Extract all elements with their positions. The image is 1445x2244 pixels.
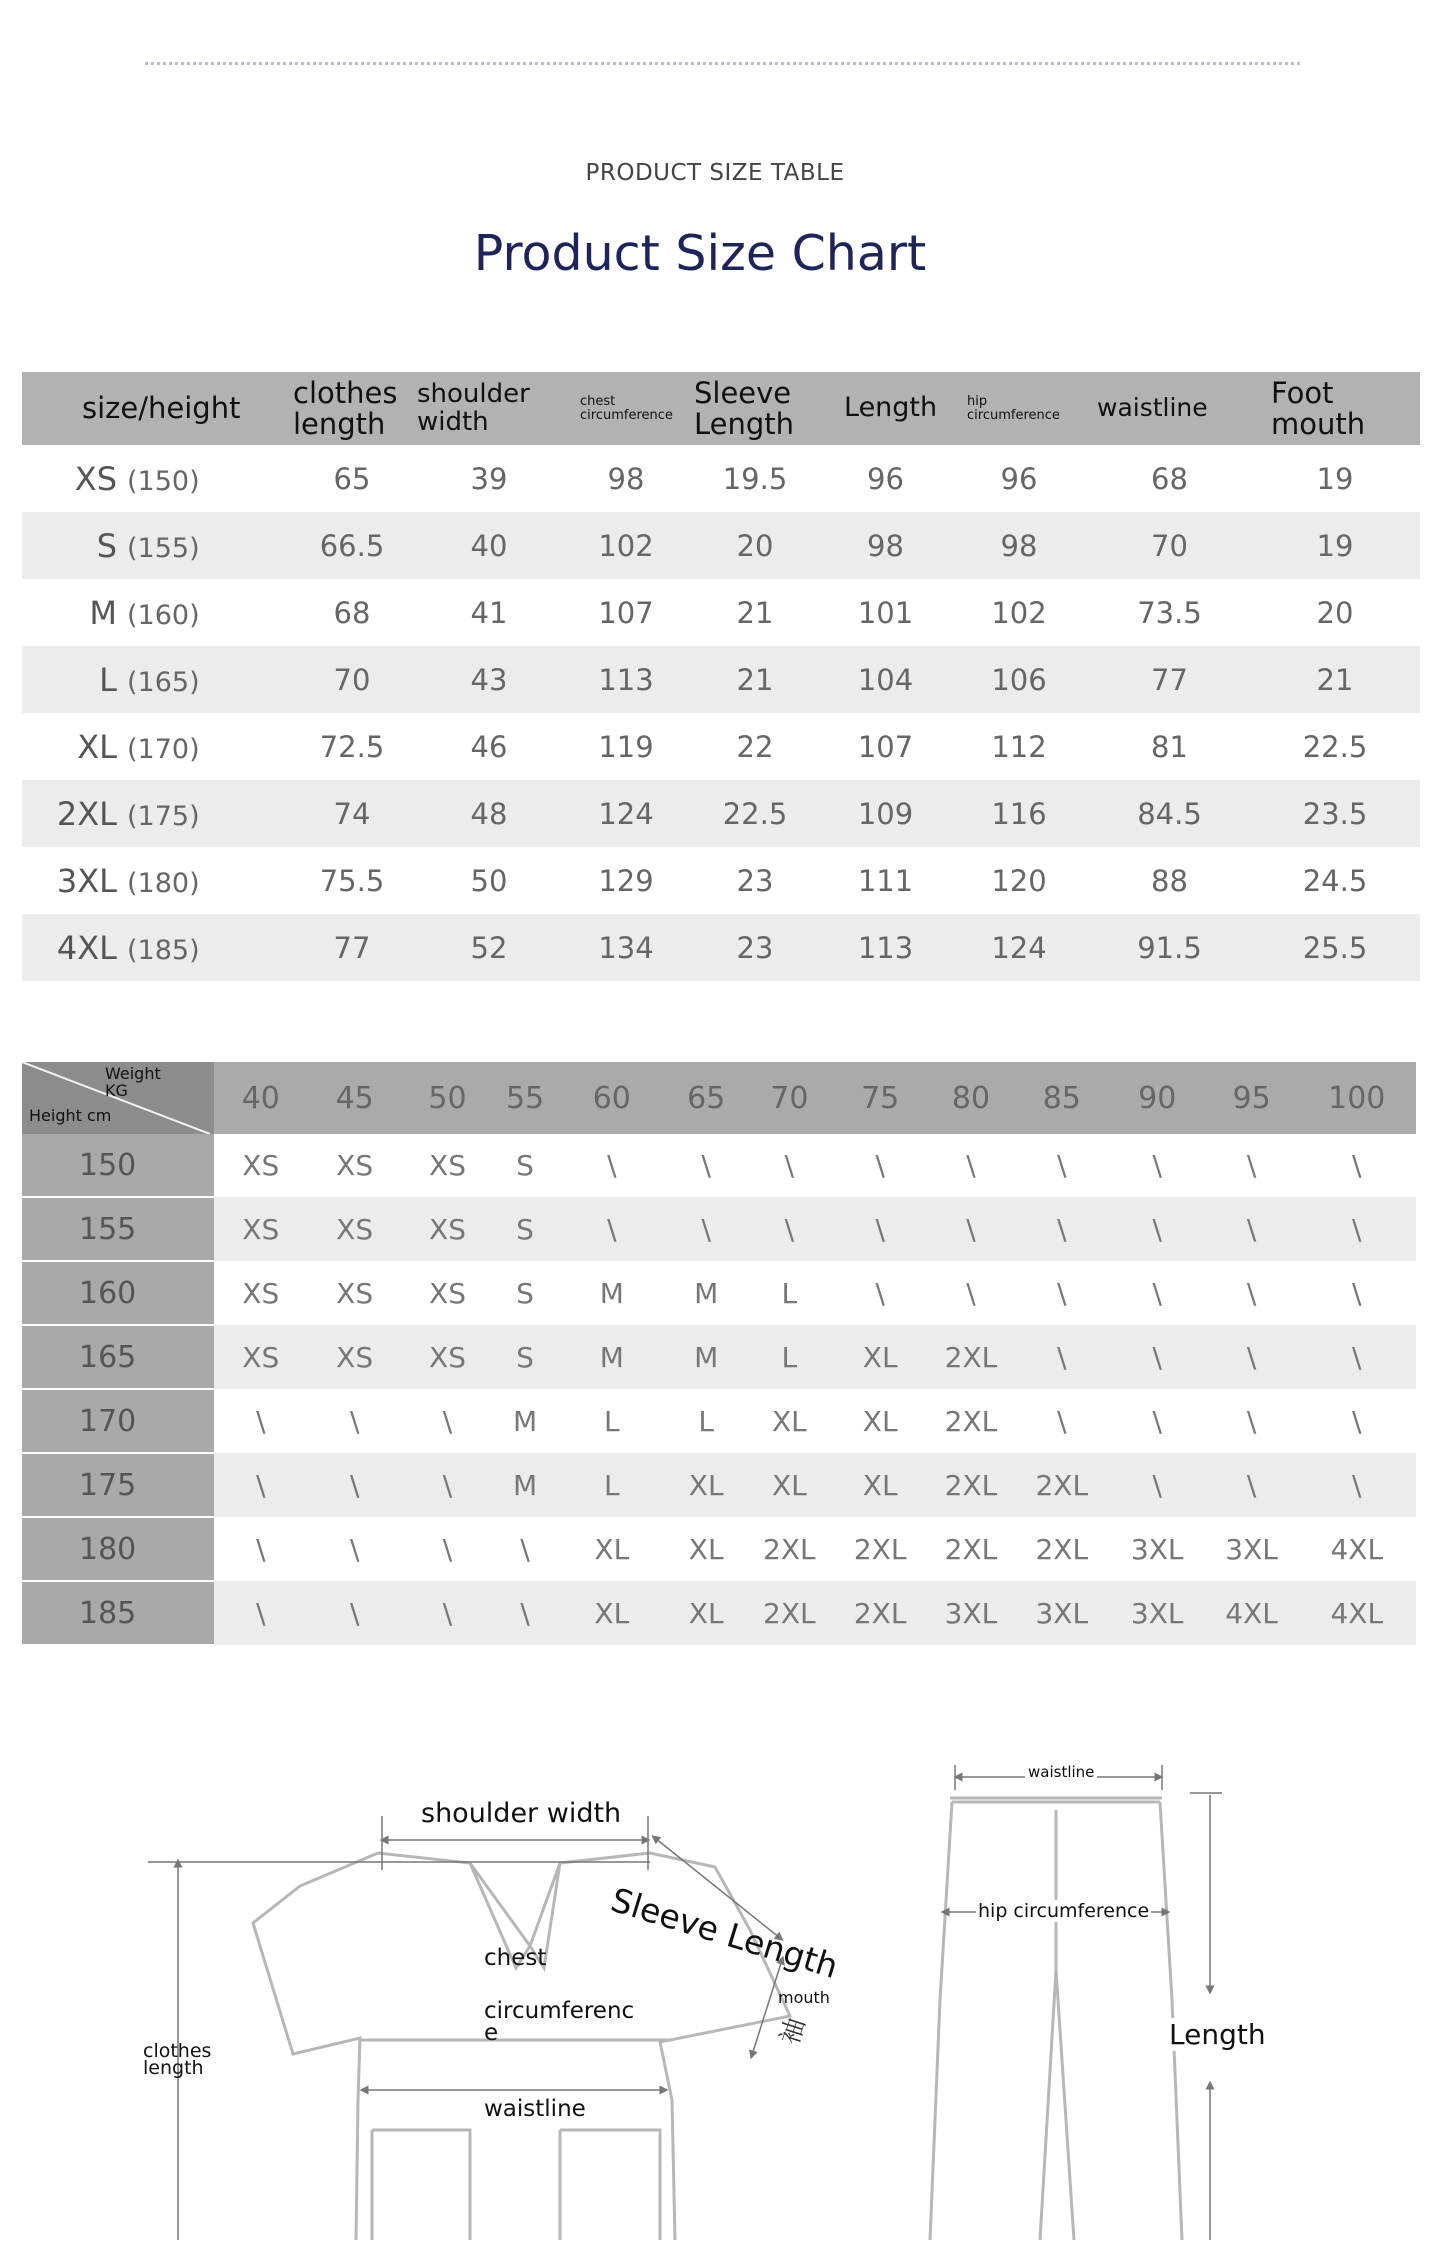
- recommended-size-cell: XL: [771, 1404, 807, 1438]
- recommended-size-cell: \: [833, 1197, 927, 1261]
- weight-header-cell: 85: [1015, 1062, 1109, 1134]
- recommended-size-cell: XS: [429, 1149, 466, 1182]
- size-table-header-row: [22, 372, 1420, 445]
- height-row-header: 175: [22, 1453, 214, 1517]
- recommended-size-cell: L: [557, 1453, 667, 1517]
- measurement-cell: 96: [867, 461, 904, 496]
- height-label: (155): [127, 532, 200, 564]
- measurement-cell: 52: [414, 914, 564, 981]
- measurement-cell: 46: [470, 729, 508, 764]
- height-row: [22, 1261, 1416, 1325]
- size-label: XL: [77, 727, 117, 766]
- recommended-size-cell: XS: [308, 1325, 402, 1389]
- height-row: [22, 1197, 1416, 1261]
- recommended-size-cell: 2XL: [1015, 1453, 1109, 1517]
- recommended-size-cell: 2XL: [763, 1532, 816, 1566]
- recommended-size-cell: \: [442, 1532, 453, 1566]
- recommended-size-cell: 2XL: [853, 1532, 907, 1566]
- recommended-size-cell: \: [1298, 1197, 1416, 1261]
- recommended-size-cell: XS: [214, 1325, 308, 1389]
- recommended-size-cell: XL: [557, 1581, 667, 1645]
- recommended-size-cell: S: [516, 1149, 534, 1182]
- recommended-size-cell: \: [1152, 1149, 1162, 1182]
- measurement-cell: 106: [949, 646, 1089, 713]
- height-row: [22, 1581, 1416, 1645]
- recommended-size-cell: \: [745, 1197, 833, 1261]
- measurement-cell: 22.5: [688, 780, 822, 847]
- recommended-size-cell: \: [1352, 1149, 1362, 1182]
- label-clothes-length: clothes length: [143, 2040, 212, 2079]
- recommended-size-cell: \: [966, 1276, 976, 1310]
- weight-header-cell: 45: [308, 1062, 402, 1134]
- recommended-size-cell: \: [701, 1149, 711, 1182]
- measurement-cell: 113: [564, 646, 688, 713]
- weight-header-cell: 70: [745, 1062, 833, 1134]
- recommended-size-cell: \: [1298, 1453, 1416, 1517]
- recommended-size-cell: \: [1152, 1276, 1162, 1310]
- corner-cell: [22, 1062, 214, 1134]
- weight-header-cell: 40: [214, 1062, 308, 1134]
- measurement-cell: 41: [470, 595, 508, 630]
- weight-header-cell: 95: [1206, 1062, 1298, 1134]
- measurement-cell: 77: [1089, 646, 1250, 713]
- measurement-cell: 70: [290, 646, 414, 713]
- size-height-cell: [22, 445, 290, 512]
- measurement-cell: 40: [414, 512, 564, 579]
- recommended-size-cell: XS: [308, 1197, 402, 1261]
- measurement-cell: 124: [564, 780, 688, 847]
- pants-outline: [930, 1798, 1182, 2240]
- height-row: [22, 1325, 1416, 1389]
- recommended-size-cell: 3XL: [1225, 1532, 1278, 1566]
- measurement-cell: 43: [414, 646, 564, 713]
- measurement-cell: 23.5: [1250, 780, 1420, 847]
- measurement-cell: 119: [598, 729, 654, 764]
- size-table: [22, 372, 1420, 981]
- size-row: [22, 445, 1420, 512]
- recommended-size-cell: XS: [429, 1276, 466, 1310]
- measurement-cell: 72.5: [319, 729, 385, 764]
- measurement-cell: 88: [1151, 863, 1188, 898]
- recommended-size-cell: \: [349, 1404, 360, 1438]
- measurement-cell: 101: [857, 595, 914, 630]
- header-length: Length: [822, 372, 949, 445]
- recommended-size-cell: 4XL: [1298, 1581, 1416, 1645]
- measurement-cell: 91.5: [1089, 914, 1250, 981]
- recommended-size-cell: \: [308, 1453, 402, 1517]
- page-subtitle: PRODUCT SIZE TABLE: [585, 160, 845, 186]
- recommended-size-cell: \: [1057, 1276, 1067, 1310]
- height-label: (160): [127, 599, 200, 631]
- label-sleeve-length: Sleeve Length: [606, 1880, 843, 1986]
- height-row: [22, 1453, 1416, 1517]
- height-row-header: 150: [22, 1134, 214, 1197]
- measurement-cell: 98: [607, 461, 645, 496]
- measurement-cell: 104: [822, 646, 949, 713]
- measurement-diagram: [0, 1720, 1445, 2244]
- measurement-cell: 50: [470, 863, 508, 898]
- measurement-cell: 22.5: [1302, 729, 1368, 764]
- recommended-size-cell: \: [1206, 1325, 1298, 1389]
- height-label: (170): [127, 733, 200, 765]
- header-shoulder-width: shoulder width: [414, 372, 564, 445]
- measurement-cell: 107: [857, 729, 914, 764]
- measurement-cell: 134: [564, 914, 688, 981]
- recommended-size-cell: \: [1109, 1325, 1206, 1389]
- recommended-size-cell: XL: [833, 1453, 927, 1517]
- recommended-size-cell: \: [1246, 1276, 1257, 1310]
- recommended-size-cell: \: [1057, 1149, 1067, 1182]
- measurement-cell: 68: [333, 595, 371, 630]
- recommended-size-cell: XL: [688, 1532, 724, 1566]
- label-chest: chest: [484, 1945, 547, 1971]
- recommended-size-cell: M: [557, 1325, 667, 1389]
- measurement-cell: 22: [736, 729, 774, 764]
- measurement-cell: 98: [949, 512, 1089, 579]
- label-mouth: mouth: [778, 1988, 830, 2007]
- size-label: XS: [74, 459, 117, 498]
- recommended-size-cell: \: [1015, 1197, 1109, 1261]
- top-measurement-lines: [148, 1816, 782, 2240]
- height-label: (165): [127, 666, 200, 698]
- size-row: [22, 847, 1420, 914]
- recommended-size-cell: XS: [402, 1325, 494, 1389]
- header-sleeve-length: Sleeve Length: [688, 372, 822, 445]
- size-label: S: [96, 526, 117, 565]
- recommended-size-cell: \: [493, 1581, 556, 1645]
- measurement-cell: 120: [991, 863, 1047, 898]
- recommended-size-cell: \: [308, 1581, 402, 1645]
- measurement-cell: 111: [857, 863, 914, 898]
- recommended-size-cell: \: [607, 1149, 617, 1182]
- recommended-size-cell: \: [1015, 1325, 1109, 1389]
- recommended-size-cell: XS: [242, 1149, 280, 1182]
- recommended-size-cell: M: [667, 1325, 746, 1389]
- recommended-size-cell: \: [256, 1532, 266, 1566]
- recommended-size-cell: \: [1246, 1149, 1257, 1182]
- size-row: [22, 780, 1420, 847]
- recommended-size-cell: XS: [214, 1197, 308, 1261]
- recommended-size-cell: \: [1206, 1197, 1298, 1261]
- measurement-cell: 70: [1089, 512, 1250, 579]
- size-height-cell: [22, 847, 290, 914]
- recommended-size-cell: \: [1109, 1453, 1206, 1517]
- measurement-cell: 23: [688, 914, 822, 981]
- label-length: Length: [1169, 2018, 1266, 2051]
- label-hip-circumference: hip circumference: [978, 1900, 1150, 1922]
- height-row-header: 165: [22, 1325, 214, 1389]
- recommended-size-cell: \: [402, 1453, 494, 1517]
- height-row-header: 180: [22, 1517, 214, 1581]
- size-height-cell: [22, 579, 290, 646]
- header-waistline: waistline: [1089, 372, 1250, 445]
- measurement-cell: 68: [1151, 461, 1188, 496]
- measurement-cell: 21: [1250, 646, 1420, 713]
- measurement-cell: 66.5: [290, 512, 414, 579]
- label-cuff-glyph: 袖: [775, 2014, 812, 2049]
- recommended-size-cell: XS: [402, 1197, 494, 1261]
- recommended-size-cell: \: [1352, 1276, 1362, 1310]
- recommended-size-cell: 3XL: [927, 1581, 1015, 1645]
- height-row-header: 155: [22, 1197, 214, 1261]
- size-label: 2XL: [56, 794, 117, 833]
- recommended-size-cell: \: [256, 1404, 266, 1438]
- recommended-size-cell: \: [667, 1197, 746, 1261]
- size-row: [22, 579, 1420, 646]
- header-foot-mouth: Foot mouth: [1250, 372, 1420, 445]
- recommended-size-cell: 4XL: [1330, 1532, 1384, 1566]
- measurement-cell: 75.5: [319, 863, 385, 898]
- recommended-size-cell: 3XL: [1015, 1581, 1109, 1645]
- weight-header-cell: 50: [402, 1062, 494, 1134]
- weight-header-cell: 55: [493, 1062, 556, 1134]
- height-row: [22, 1517, 1416, 1581]
- corner-weight-label: Weight KG: [105, 1064, 161, 1100]
- measurement-cell: 23: [736, 863, 774, 898]
- recommended-size-cell: \: [214, 1581, 308, 1645]
- measurement-cell: 65: [333, 461, 371, 496]
- measurement-cell: 124: [949, 914, 1089, 981]
- recommended-size-cell: 2XL: [927, 1453, 1015, 1517]
- recommended-size-cell: L: [745, 1325, 833, 1389]
- recommended-size-cell: \: [557, 1197, 667, 1261]
- recommended-size-cell: XS: [336, 1276, 374, 1310]
- measurement-cell: 102: [991, 595, 1047, 630]
- recommended-size-cell: M: [599, 1276, 624, 1310]
- size-label: L: [99, 660, 117, 699]
- measurement-cell: 84.5: [1089, 780, 1250, 847]
- recommended-size-cell: \: [1152, 1404, 1162, 1438]
- recommended-size-cell: \: [966, 1149, 976, 1182]
- recommended-size-cell: M: [512, 1404, 538, 1438]
- size-height-cell: [22, 512, 290, 579]
- measurement-cell: 21: [736, 595, 774, 630]
- header-size-height: size/height: [22, 372, 290, 445]
- recommended-size-cell: M: [493, 1453, 556, 1517]
- label-waistline-top: waistline: [484, 2096, 586, 2122]
- size-height-cell: [22, 713, 290, 780]
- recommended-size-cell: XL: [667, 1453, 746, 1517]
- weight-header-row: [22, 1062, 1416, 1134]
- recommended-size-cell: \: [1206, 1453, 1298, 1517]
- recommended-size-cell: XL: [862, 1404, 898, 1438]
- recommended-size-cell: L: [698, 1404, 714, 1438]
- measurement-cell: 39: [470, 461, 508, 496]
- recommended-size-cell: XS: [242, 1276, 280, 1310]
- label-pants-waistline: waistline: [1025, 1763, 1097, 1781]
- recommended-size-cell: \: [520, 1532, 530, 1566]
- measurement-cell: 96: [1000, 461, 1038, 496]
- measurement-cell: 77: [290, 914, 414, 981]
- recommended-size-cell: \: [875, 1149, 885, 1182]
- recommended-size-cell: \: [875, 1276, 885, 1310]
- dotted-divider: [145, 62, 1300, 65]
- size-row: [22, 713, 1420, 780]
- header-chest-circumference: chest circumference: [564, 372, 688, 445]
- weight-header-cell: 75: [833, 1062, 927, 1134]
- size-height-cell: [22, 780, 290, 847]
- measurement-cell: 19.5: [722, 461, 788, 496]
- recommended-size-cell: \: [402, 1581, 494, 1645]
- size-height-cell: [22, 646, 290, 713]
- size-label: 3XL: [56, 861, 117, 900]
- measurement-cell: 129: [598, 863, 654, 898]
- size-label: M: [89, 593, 117, 632]
- weight-header-cell: 100: [1298, 1062, 1416, 1134]
- corner-height-label: Height cm: [29, 1106, 112, 1125]
- header-hip-circumference: hip circumference: [949, 372, 1089, 445]
- measurement-cell: 19: [1316, 461, 1354, 496]
- recommended-size-cell: M: [694, 1276, 719, 1310]
- recommended-size-cell: L: [604, 1404, 620, 1438]
- recommended-size-cell: 2XL: [944, 1404, 998, 1438]
- recommended-size-cell: \: [1352, 1404, 1362, 1438]
- recommended-size-cell: S: [516, 1276, 534, 1310]
- recommended-size-cell: \: [927, 1197, 1015, 1261]
- recommended-size-cell: XS: [336, 1149, 374, 1182]
- weight-header-cell: 65: [667, 1062, 746, 1134]
- measurement-cell: 109: [822, 780, 949, 847]
- size-row: [22, 512, 1420, 579]
- recommended-size-cell: \: [784, 1149, 795, 1182]
- label-shoulder-width: shoulder width: [421, 1798, 622, 1829]
- measurement-cell: 102: [564, 512, 688, 579]
- measurement-cell: 19: [1250, 512, 1420, 579]
- measurement-cell: 107: [598, 595, 654, 630]
- label-circumference: circumferenc e: [484, 1998, 635, 2046]
- measurement-cell: 20: [1316, 595, 1354, 630]
- recommended-size-cell: 2XL: [944, 1532, 998, 1566]
- measurement-cell: 81: [1151, 729, 1188, 764]
- height-label: (180): [127, 867, 200, 899]
- weight-header-cell: 60: [557, 1062, 667, 1134]
- recommended-size-cell: 2XL: [833, 1581, 927, 1645]
- height-row-header: 160: [22, 1261, 214, 1325]
- recommended-size-cell: 4XL: [1206, 1581, 1298, 1645]
- weight-header-cell: 80: [927, 1062, 1015, 1134]
- measurement-cell: 25.5: [1250, 914, 1420, 981]
- measurement-cell: 21: [688, 646, 822, 713]
- size-label: 4XL: [56, 928, 117, 967]
- recommended-size-cell: S: [493, 1197, 556, 1261]
- recommended-size-cell: \: [349, 1532, 360, 1566]
- recommended-size-cell: \: [1246, 1404, 1257, 1438]
- recommended-size-cell: 3XL: [1109, 1581, 1206, 1645]
- height-label: (175): [127, 800, 200, 832]
- recommended-size-cell: \: [442, 1404, 453, 1438]
- size-row: [22, 914, 1420, 981]
- garment-drawing: [0, 1720, 1445, 2240]
- measurement-cell: 73.5: [1137, 595, 1202, 630]
- size-row: [22, 646, 1420, 713]
- recommended-size-cell: 2XL: [745, 1581, 833, 1645]
- recommended-size-cell: XL: [833, 1325, 927, 1389]
- page-title: Product Size Chart: [473, 225, 927, 282]
- height-row: [22, 1389, 1416, 1453]
- measurement-cell: 116: [949, 780, 1089, 847]
- height-label: (150): [127, 465, 200, 497]
- recommended-size-cell: XL: [745, 1453, 833, 1517]
- measurement-cell: 112: [991, 729, 1047, 764]
- recommended-size-cell: XL: [594, 1532, 630, 1566]
- recommended-size-cell: 2XL: [1035, 1532, 1089, 1566]
- measurement-cell: 24.5: [1302, 863, 1368, 898]
- measurement-cell: 74: [290, 780, 414, 847]
- recommended-size-cell: \: [214, 1453, 308, 1517]
- recommended-size-cell: \: [1298, 1325, 1416, 1389]
- size-height-cell: [22, 914, 290, 981]
- measurement-cell: 48: [414, 780, 564, 847]
- recommended-size-cell: S: [493, 1325, 556, 1389]
- height-label: (185): [127, 934, 200, 966]
- weight-header-cell: 90: [1109, 1062, 1206, 1134]
- recommended-size-cell: 2XL: [927, 1325, 1015, 1389]
- header-clothes-length: clothes length: [290, 372, 414, 445]
- recommended-size-cell: L: [781, 1276, 798, 1310]
- recommended-size-cell: XL: [667, 1581, 746, 1645]
- recommended-size-cell: \: [1109, 1197, 1206, 1261]
- height-row: [22, 1134, 1416, 1197]
- height-row-header: 170: [22, 1389, 214, 1453]
- recommended-size-cell: 3XL: [1130, 1532, 1184, 1566]
- recommended-size-cell: \: [1057, 1404, 1067, 1438]
- measurement-cell: 20: [688, 512, 822, 579]
- measurement-cell: 98: [822, 512, 949, 579]
- measurement-cell: 113: [822, 914, 949, 981]
- height-row-header: 185: [22, 1581, 214, 1645]
- weight-height-table: [22, 1062, 1416, 1646]
